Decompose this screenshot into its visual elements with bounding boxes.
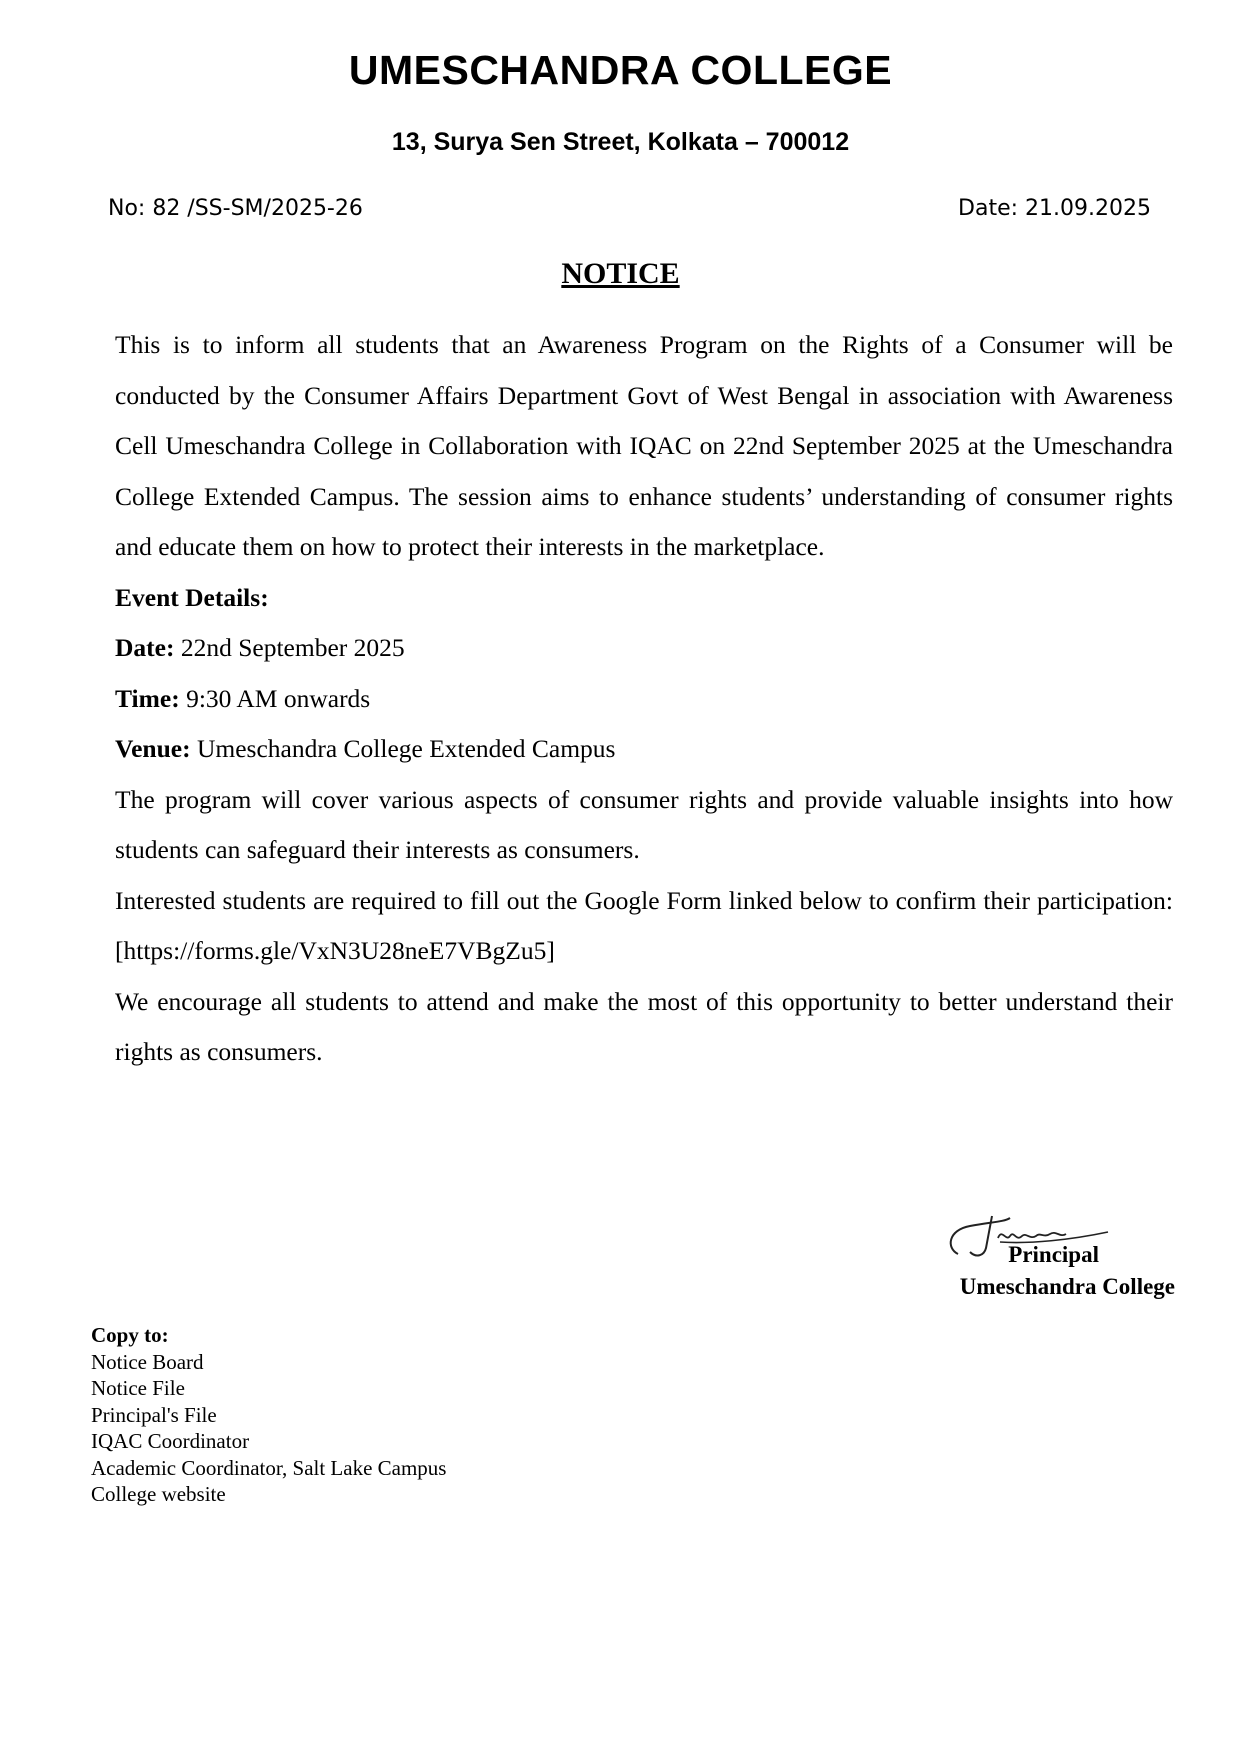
notice-date: Date: 21.09.2025 xyxy=(958,196,1151,221)
event-date-line xyxy=(115,623,1173,674)
copy-to-list xyxy=(91,1322,446,1508)
event-venue-line xyxy=(115,724,1173,775)
copy-to-item: Principal's File xyxy=(91,1402,217,1427)
copy-to-heading: Copy to: xyxy=(91,1323,169,1347)
event-time-line xyxy=(115,674,1173,725)
closing-paragraph: We encourage all students to attend and make the most of this opportunity to better understand their rights as consumers. xyxy=(115,986,1173,1066)
copy-to-item: Notice File xyxy=(91,1376,185,1400)
copy-to-item: College website xyxy=(91,1482,226,1506)
event-time-value: 9:30 AM onwards xyxy=(179,683,371,713)
signatory-designation: Principal xyxy=(1008,1242,1099,1267)
college-address: 13, Surya Sen Street, Kolkata – 700012 xyxy=(391,128,850,156)
event-details-heading: Event Details: xyxy=(115,582,269,612)
event-venue-label: Venue: xyxy=(115,734,191,763)
signatory-institution: Umeschandra College xyxy=(959,1274,1175,1299)
coverage-paragraph: The program will cover various aspects of consumer rights and provide valuable insights into how students can safeguard their interests as consumers. xyxy=(115,784,1173,864)
college-name: UMESCHANDRA COLLEGE xyxy=(348,47,893,93)
event-venue-value: Umeschandra College Extended Campus xyxy=(190,734,616,763)
event-time-label: Time: xyxy=(115,683,180,713)
notice-body xyxy=(115,320,1173,1078)
copy-to-item: Notice Board xyxy=(91,1349,204,1374)
reference-number: No: 82 /SS-SM/2025-26 xyxy=(108,196,363,221)
event-date-label: Date: xyxy=(115,633,175,662)
notice-title: NOTICE xyxy=(561,257,680,290)
event-date-value: 22nd September 2025 xyxy=(174,633,405,662)
copy-to-item: Academic Coordinator, Salt Lake Campus xyxy=(91,1455,447,1480)
copy-to-item: IQAC Coordinator xyxy=(91,1429,250,1453)
form-paragraph[interactable]: Interested students are required to fill out the Google Form linked below to confirm their participation: [https://forms.gle/VxN3U28neE7VBgZu5] xyxy=(115,885,1173,965)
intro-paragraph: This is to inform all students that an Awareness Program on the Rights of a Consumer will be conducted by the Consumer Affairs Department Govt of West Bengal in association with Awareness Cell Umeschandra College in Collaboration with IQAC on 22nd September 2025 at the Umeschandra College Extended Campus. The session aims to enhance students’ understanding of consumer rights and educate them on how to protect their interests in the marketplace. xyxy=(115,330,1173,561)
